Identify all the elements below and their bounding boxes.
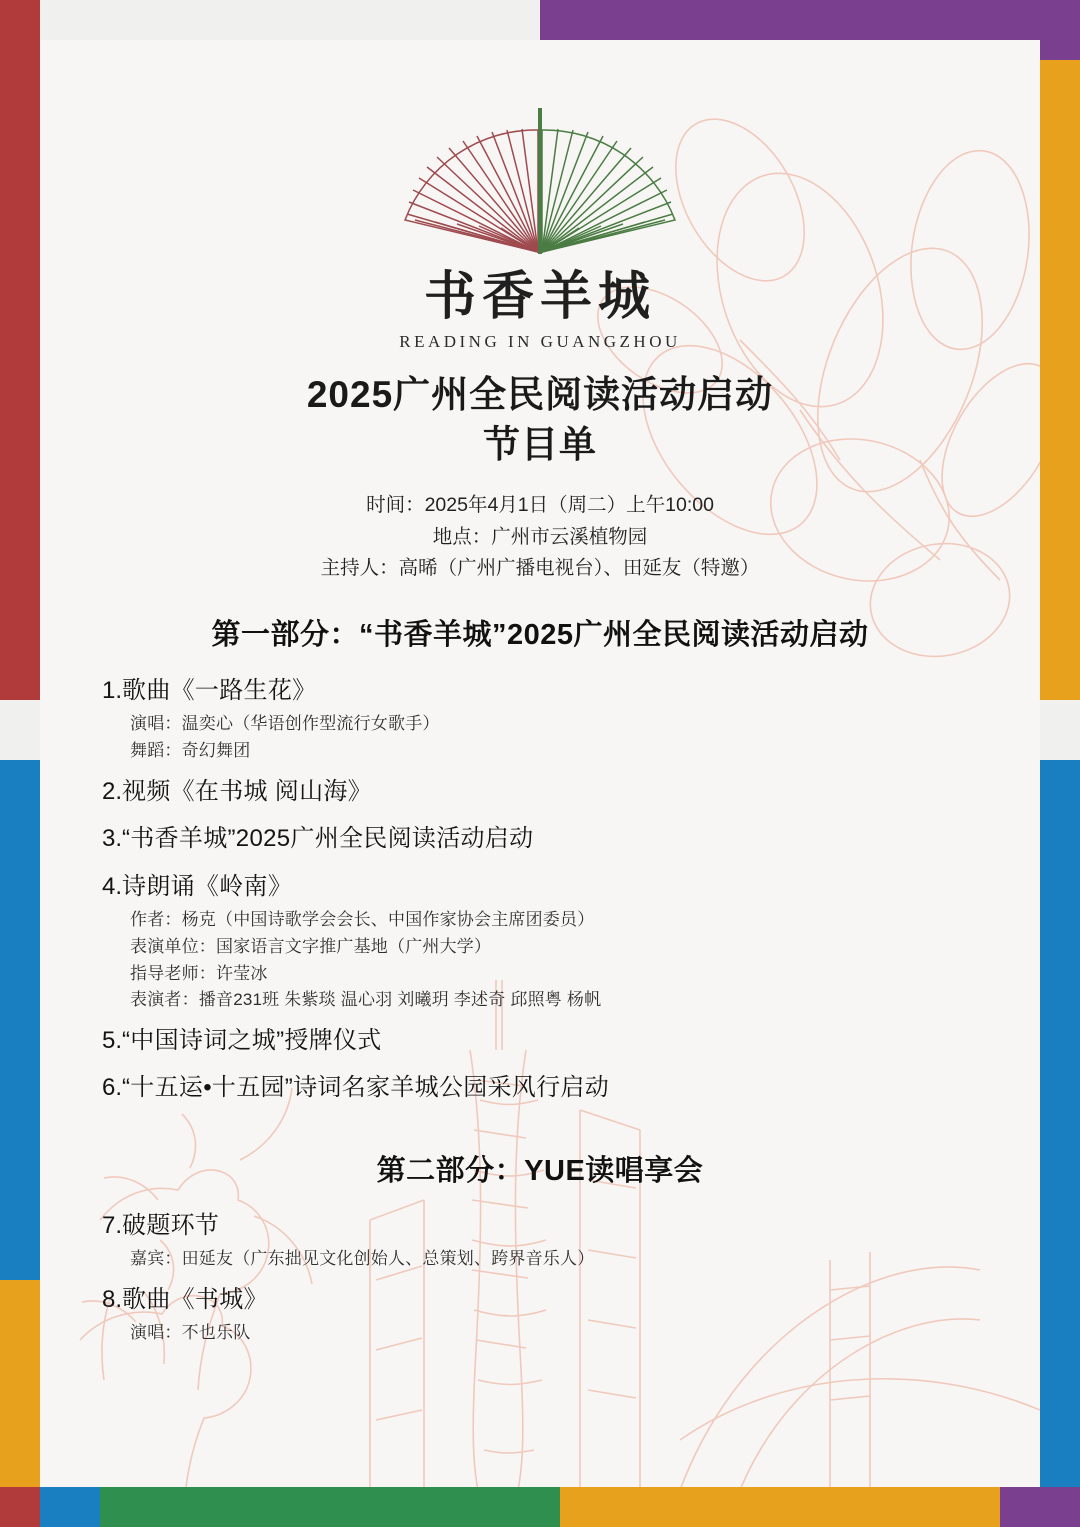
section-heading: 第二部分：YUE读唱享会 — [376, 1155, 704, 1187]
program-item — [40, 1279, 1040, 1347]
program-item — [40, 1067, 1040, 1108]
program-item-title — [40, 670, 1040, 711]
frame-seg — [100, 1487, 560, 1527]
section-2-items — [40, 1205, 1040, 1353]
program-item-number: 4. — [102, 872, 123, 900]
program-item-detail: 表演者：播音231班 朱紫琰 温心羽 刘曦玥 李述奇 邱照粤 杨帆 — [130, 990, 602, 1010]
frame-left — [0, 0, 40, 1527]
program-item-detail: 嘉宾：田延友（广东拙见文化创始人、总策划、跨界音乐人） — [130, 1249, 595, 1269]
event-hosts: 主持人：高晞（广州广播电视台）、田延友（特邀） — [320, 557, 760, 580]
brand-logo — [40, 102, 1040, 352]
program-item-number: 5. — [102, 1027, 123, 1055]
event-place: 地点：广州市云溪植物园 — [432, 525, 648, 548]
event-meta — [40, 490, 1040, 585]
program-item-text: 诗朗诵《岭南》 — [122, 872, 293, 900]
program-item-title — [40, 771, 1040, 812]
frame-seg — [0, 760, 40, 1280]
program-item-text: 视频《在书城 阅山海》 — [122, 777, 372, 805]
poster-content — [40, 40, 1040, 1487]
program-item-number: 1. — [102, 677, 123, 704]
program-item-number: 3. — [102, 825, 123, 853]
program-item-detail: 表演单位：国家语言文字推广基地（广州大学） — [130, 936, 492, 956]
frame-seg — [40, 1487, 100, 1527]
frame-seg — [1040, 60, 1080, 700]
program-item-title — [40, 1067, 1040, 1108]
program-item-number: 8. — [102, 1286, 123, 1314]
poster-page — [40, 40, 1040, 1487]
frame-seg — [540, 0, 1080, 40]
program-item — [40, 1020, 1040, 1061]
frame-seg — [40, 0, 540, 40]
program-item-text: 歌曲《书城》 — [122, 1286, 268, 1314]
frame-seg — [0, 0, 40, 700]
program-item-detail: 演唱：温奕心（华语创作型流行女歌手） — [130, 714, 440, 734]
program-item-text: “十五运•十五园”诗词名家羊城公园采风行启动 — [122, 1074, 610, 1102]
frame-seg — [1040, 760, 1080, 1527]
program-item-detail: 作者：杨克（中国诗歌学会会长、中国作家协会主席团委员） — [130, 909, 595, 929]
page-title-line1: 2025广州全民阅读活动启动 — [306, 374, 774, 415]
open-book-icon — [40, 102, 1040, 267]
frame-right — [1040, 0, 1080, 1527]
section-heading: 第一部分：“书香羊城”2025广州全民阅读活动启动 — [211, 619, 869, 651]
frame-bottom — [0, 1487, 1080, 1527]
logo-chinese-name: 书香羊城 — [423, 269, 656, 326]
program-item-title — [40, 818, 1040, 859]
page-title — [40, 370, 1040, 470]
program-item — [40, 818, 1040, 859]
program-item-text: “中国诗词之城”授牌仪式 — [122, 1027, 382, 1055]
program-item — [40, 771, 1040, 812]
program-item-title — [40, 1279, 1040, 1320]
logo-english-name: READING IN GUANGZHOU — [399, 331, 681, 351]
program-item — [40, 1205, 1040, 1273]
program-item-detail: 指导老师：许莹冰 — [130, 963, 268, 983]
program-item — [40, 866, 1040, 1015]
program-item-detail: 舞蹈：奇幻舞团 — [130, 741, 251, 761]
program-item-title — [40, 866, 1040, 907]
program-item-number: 6. — [102, 1074, 123, 1102]
frame-top — [0, 0, 1080, 40]
frame-seg — [0, 0, 40, 40]
program-item-text: “书香羊城”2025广州全民阅读活动启动 — [122, 825, 534, 853]
frame-seg — [0, 1487, 40, 1527]
section-1-items — [40, 670, 1040, 1115]
section-2-heading-wrap — [40, 1148, 1040, 1189]
program-item-title — [40, 1205, 1040, 1246]
program-item-text: 破题环节 — [122, 1212, 220, 1239]
frame-seg — [560, 1487, 1000, 1527]
event-time: 时间：2025年4月1日（周二）上午10:00 — [366, 494, 714, 516]
page-title-line2: 节目单 — [483, 423, 597, 465]
program-item-text: 歌曲《一路生花》 — [122, 677, 317, 704]
program-item — [40, 670, 1040, 765]
frame-seg — [0, 700, 40, 760]
frame-seg — [1040, 700, 1080, 760]
frame-seg — [1000, 1487, 1080, 1527]
program-item-number: 7. — [102, 1212, 123, 1239]
program-item-number: 2. — [102, 777, 123, 805]
section-1-heading-wrap — [40, 612, 1040, 653]
program-item-detail: 演唱：不也乐队 — [130, 1323, 251, 1343]
program-item-title — [40, 1020, 1040, 1061]
